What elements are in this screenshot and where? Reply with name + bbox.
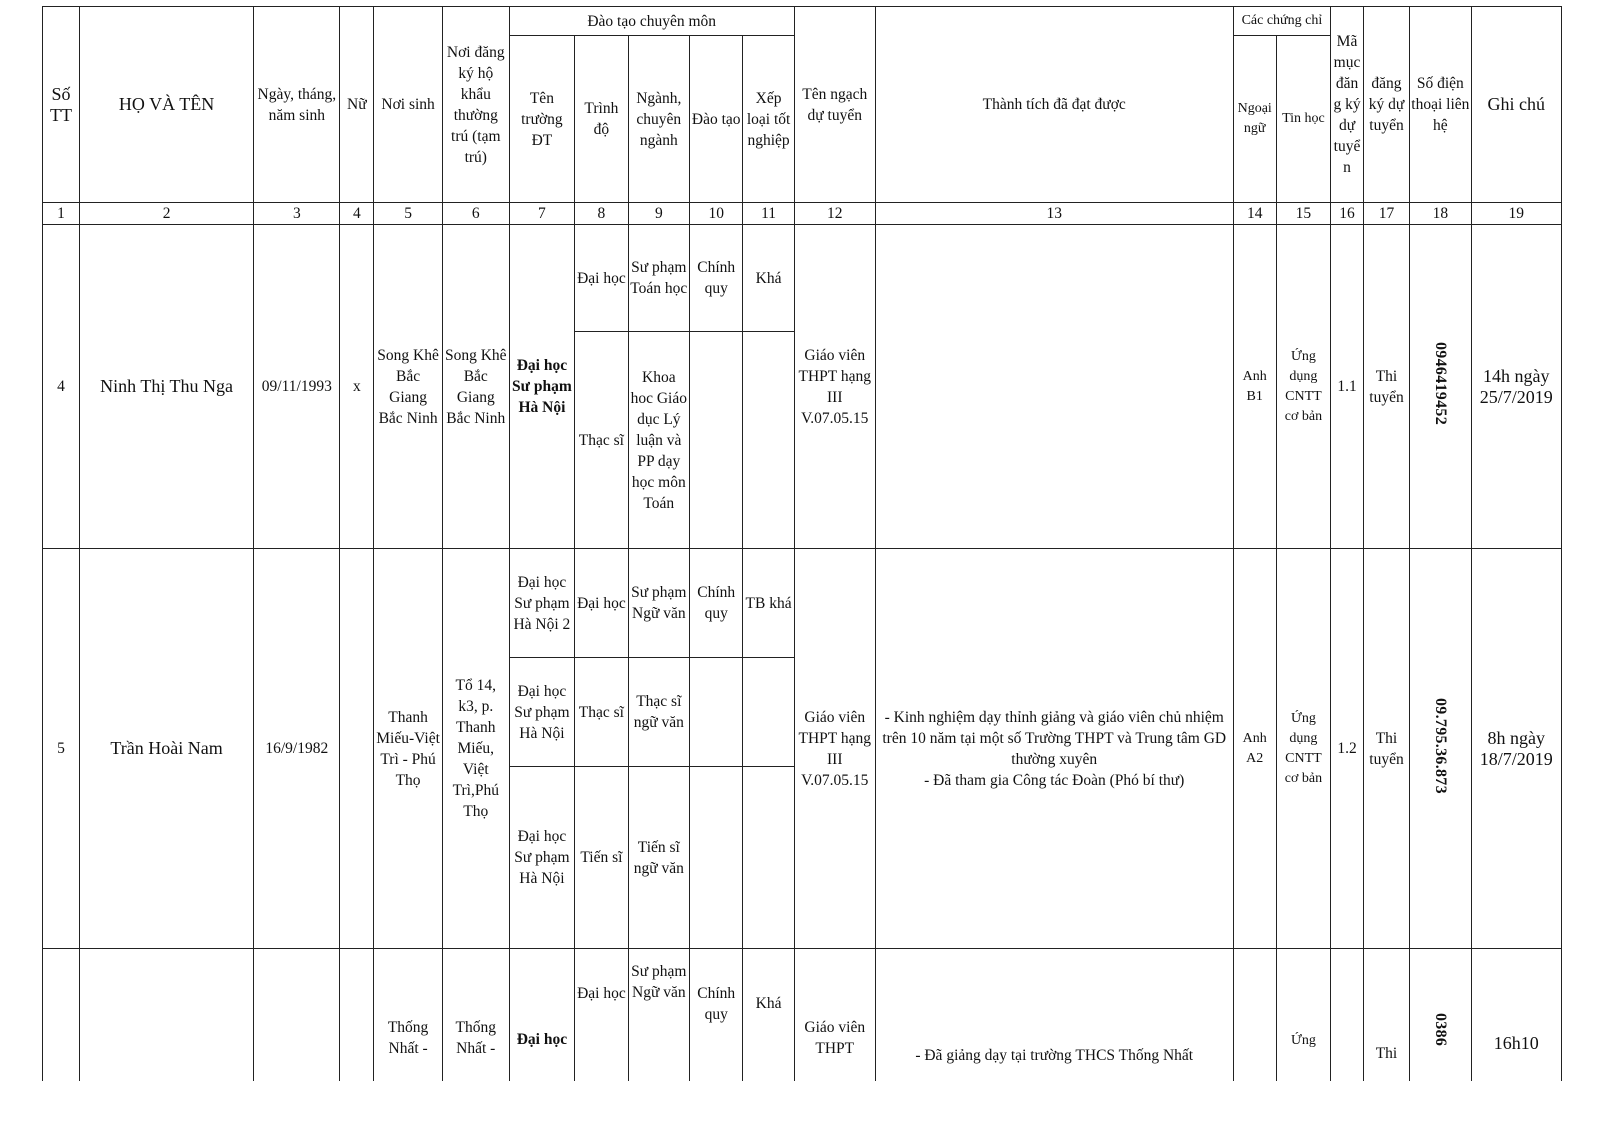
row-training-type: Chính quy bbox=[690, 549, 743, 658]
header-ten-ngach: Tên ngạch dự tuyển bbox=[794, 7, 875, 203]
row-major: Thạc sĩ ngữ văn bbox=[628, 658, 690, 767]
row-major: Sư phạm Ngữ văn bbox=[628, 549, 690, 658]
row-note: 16h10 bbox=[1471, 949, 1561, 1082]
row-female: x bbox=[340, 225, 374, 549]
row-level: Đại học bbox=[575, 949, 628, 1082]
row-note: 8h ngày 18/7/2019 bbox=[1471, 549, 1561, 949]
column-number-row bbox=[43, 203, 1562, 225]
row-grade bbox=[743, 658, 794, 767]
row-name: Ninh Thị Thu Nga bbox=[79, 225, 253, 549]
row-code: 1.1 bbox=[1331, 225, 1364, 549]
column-number: 7 bbox=[509, 203, 575, 225]
column-number: 5 bbox=[374, 203, 443, 225]
row-grade: TB khá bbox=[743, 549, 794, 658]
column-number: 13 bbox=[875, 203, 1233, 225]
row-registration: Thi tuyển bbox=[1363, 549, 1409, 949]
column-number: 19 bbox=[1471, 203, 1561, 225]
row-female bbox=[340, 949, 374, 1082]
header-chung-chi-group: Các chứng chỉ bbox=[1233, 7, 1330, 36]
row-level: Đại học bbox=[575, 549, 628, 658]
table-row bbox=[43, 949, 1562, 1082]
header-tin-hoc: Tin học bbox=[1276, 36, 1330, 203]
row-grade: Khá bbox=[743, 225, 794, 332]
header-thanh-tich: Thành tích đã đạt được bbox=[875, 7, 1233, 203]
row-training-type: Chính quy bbox=[690, 225, 743, 332]
row-major: Khoa hoc Giáo dục Lý luận và PP dạy học môn Toán bbox=[628, 332, 690, 549]
row-major: Sư phạm Toán học bbox=[628, 225, 690, 332]
row-grade bbox=[743, 767, 794, 949]
row-residence: Tổ 14, k3, p. Thanh Miếu, Việt Trì,Phú Thọ bbox=[442, 549, 509, 949]
row-residence: Thống Nhất - bbox=[442, 949, 509, 1082]
row-school: Đại học Sư phạm Hà Nội bbox=[509, 767, 575, 949]
row-training-type: Chính quy bbox=[690, 949, 743, 1082]
column-number: 6 bbox=[442, 203, 509, 225]
row-language bbox=[1233, 949, 1276, 1082]
header-ho-ten: HỌ VÀ TÊN bbox=[79, 7, 253, 203]
column-number: 3 bbox=[254, 203, 340, 225]
row-dob bbox=[254, 949, 340, 1082]
column-number: 4 bbox=[340, 203, 374, 225]
column-number: 18 bbox=[1410, 203, 1472, 225]
row-level: Tiến sĩ bbox=[575, 767, 628, 949]
row-note: 14h ngày 25/7/2019 bbox=[1471, 225, 1561, 549]
row-residence: Song Khê Bắc Giang Bắc Ninh bbox=[442, 225, 509, 549]
row-phone-cell bbox=[1410, 225, 1472, 549]
row-phone: 0386 bbox=[1431, 1013, 1449, 1047]
row-dob: 16/9/1982 bbox=[254, 549, 340, 949]
header-so-tt: Số TT bbox=[43, 7, 80, 203]
row-it-cert: Ứng dụng CNTT cơ bản bbox=[1276, 549, 1330, 949]
column-number: 2 bbox=[79, 203, 253, 225]
header-xep-loai: Xếp loại tốt nghiệp bbox=[743, 36, 794, 203]
column-number: 16 bbox=[1331, 203, 1364, 225]
row-training-type bbox=[690, 767, 743, 949]
row-name: Trần Hoài Nam bbox=[79, 549, 253, 949]
table-row bbox=[43, 549, 1562, 658]
row-code: 1.2 bbox=[1331, 549, 1364, 949]
row-stt: 5 bbox=[43, 549, 80, 949]
row-training-type bbox=[690, 658, 743, 767]
header-dao-tao: Đào tạo bbox=[690, 36, 743, 203]
row-stt bbox=[43, 949, 80, 1082]
row-birthplace: Thanh Miếu-Việt Trì - Phú Thọ bbox=[374, 549, 443, 949]
header-sdt: Số điện thoại liên hệ bbox=[1410, 7, 1472, 203]
row-dob: 09/11/1993 bbox=[254, 225, 340, 549]
header-ngay-sinh: Ngày, tháng, năm sinh bbox=[254, 7, 340, 203]
row-achievements: - Kinh nghiệm dạy thỉnh giảng và giáo viên chủ nhiệm trên 10 năm tại một số Trường THPT và Trung tâm GD thường xuyên - Đã tham gia Công tác Đoàn (Phó bí thư) bbox=[875, 549, 1233, 949]
row-phone: 0946419452 bbox=[1431, 342, 1449, 425]
header-dang-ky: đăng ký dự tuyển bbox=[1363, 7, 1409, 203]
row-registration: Thi bbox=[1363, 949, 1409, 1082]
row-code bbox=[1331, 949, 1364, 1082]
row-level: Thạc sĩ bbox=[575, 658, 628, 767]
candidate-registration-table bbox=[42, 6, 1562, 1081]
row-training-type bbox=[690, 332, 743, 549]
row-school: Đại học Sư phạm Hà Nội bbox=[509, 225, 575, 549]
row-school: Đại học bbox=[509, 949, 575, 1082]
header-nganh: Ngành, chuyên ngành bbox=[628, 36, 690, 203]
column-number: 14 bbox=[1233, 203, 1276, 225]
header-ten-truong: Tên trường ĐT bbox=[509, 36, 575, 203]
row-grade: Khá bbox=[743, 949, 794, 1082]
row-phone: 09.795.36.873 bbox=[1431, 697, 1449, 794]
row-level: Đại học bbox=[575, 225, 628, 332]
row-it-cert: Ứng bbox=[1276, 949, 1330, 1082]
row-major: Tiến sĩ ngữ văn bbox=[628, 767, 690, 949]
row-position: Giáo viên THPT bbox=[794, 949, 875, 1082]
column-number: 10 bbox=[690, 203, 743, 225]
row-phone-cell bbox=[1410, 549, 1472, 949]
header-ho-khau: Nơi đăng ký hộ khẩu thường trú (tạm trú) bbox=[442, 7, 509, 203]
row-school: Đại học Sư phạm Hà Nội 2 bbox=[509, 549, 575, 658]
row-birthplace: Thống Nhất - bbox=[374, 949, 443, 1082]
row-language: Anh A2 bbox=[1233, 549, 1276, 949]
header-ngoai-ngu: Ngoại ngữ bbox=[1233, 36, 1276, 203]
header-trinh-do: Trình độ bbox=[575, 36, 628, 203]
row-achievements: - Đã giảng dạy tại trường THCS Thống Nhất bbox=[875, 949, 1233, 1082]
row-language: Anh B1 bbox=[1233, 225, 1276, 549]
column-number: 9 bbox=[628, 203, 690, 225]
row-it-cert: Ứng dụng CNTT cơ bản bbox=[1276, 225, 1330, 549]
row-registration: Thi tuyển bbox=[1363, 225, 1409, 549]
table-row bbox=[43, 225, 1562, 332]
row-position: Giáo viên THPT hạng III V.07.05.15 bbox=[794, 225, 875, 549]
column-number: 11 bbox=[743, 203, 794, 225]
row-level: Thạc sĩ bbox=[575, 332, 628, 549]
column-number: 1 bbox=[43, 203, 80, 225]
header-ghi-chu: Ghi chú bbox=[1471, 7, 1561, 203]
column-number: 12 bbox=[794, 203, 875, 225]
row-stt: 4 bbox=[43, 225, 80, 549]
registration-table-container bbox=[42, 6, 1562, 1081]
header-noi-sinh: Nơi sinh bbox=[374, 7, 443, 203]
row-name bbox=[79, 949, 253, 1082]
column-number: 8 bbox=[575, 203, 628, 225]
header-ma-muc: Mã mục đăng ký dự tuyển bbox=[1331, 7, 1364, 203]
header-nu: Nữ bbox=[340, 7, 374, 203]
row-position: Giáo viên THPT hạng III V.07.05.15 bbox=[794, 549, 875, 949]
row-female bbox=[340, 549, 374, 949]
row-grade bbox=[743, 332, 794, 549]
row-school: Đại học Sư phạm Hà Nội bbox=[509, 658, 575, 767]
row-birthplace: Song Khê Bắc Giang Bắc Ninh bbox=[374, 225, 443, 549]
header-dao-tao-group: Đào tạo chuyên môn bbox=[509, 7, 794, 36]
column-number: 17 bbox=[1363, 203, 1409, 225]
column-number: 15 bbox=[1276, 203, 1330, 225]
row-achievements bbox=[875, 225, 1233, 549]
row-phone-cell bbox=[1410, 949, 1472, 1082]
row-major: Sư phạm Ngữ văn bbox=[628, 949, 690, 1082]
